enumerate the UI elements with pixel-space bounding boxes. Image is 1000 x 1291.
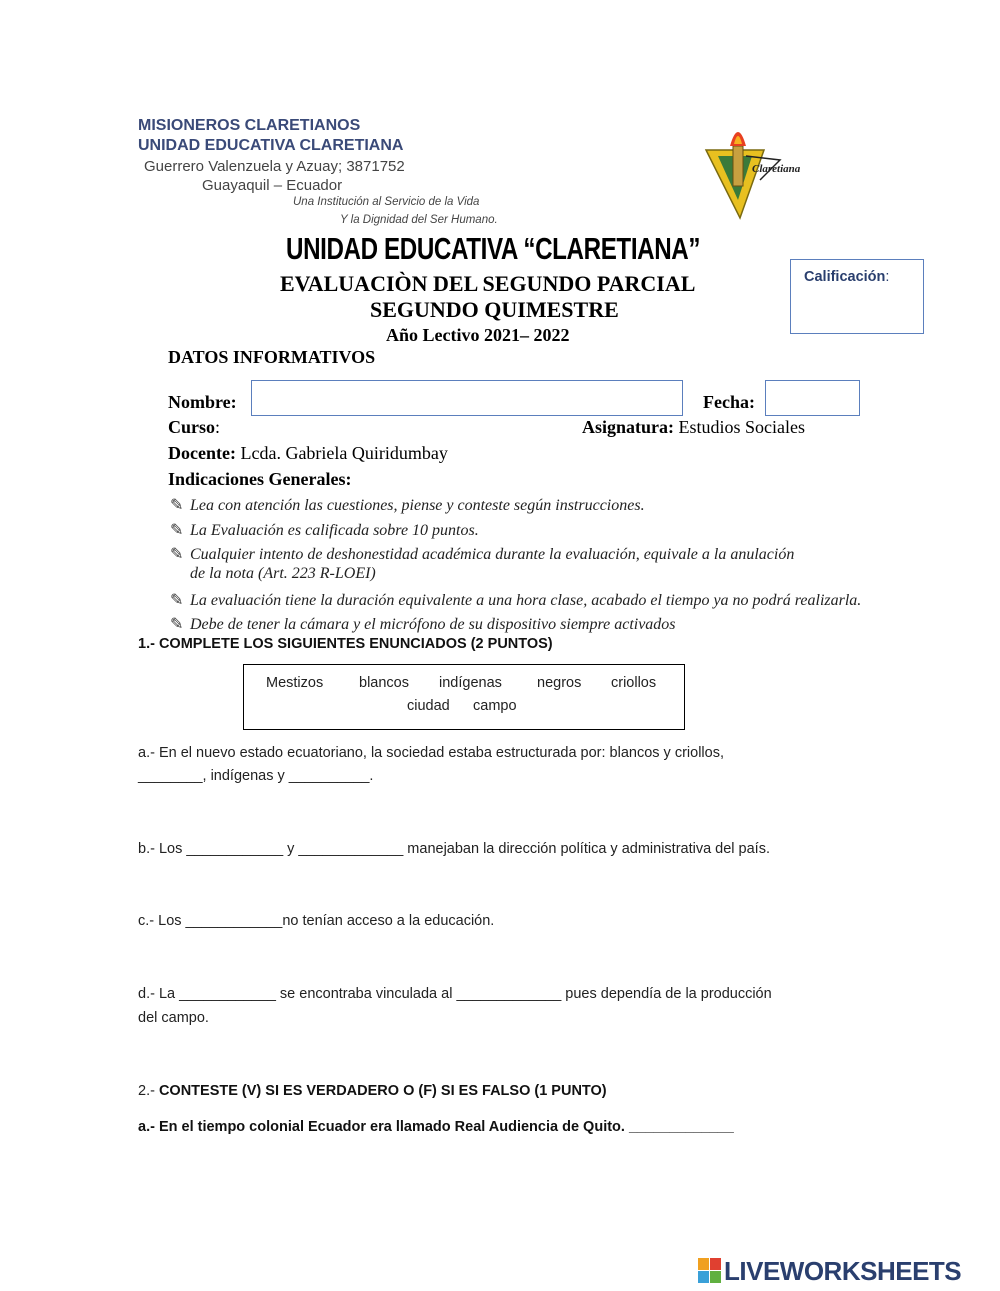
name-input[interactable] xyxy=(251,380,683,416)
question-2a: a.- En el tiempo colonial Ecuador era llamado Real Audiencia de Quito. _____________ xyxy=(138,1119,734,1135)
pencil-icon: ✎ xyxy=(170,497,184,514)
motto-line-2: Y la Dignidad del Ser Humano. xyxy=(340,214,498,226)
question-1c: c.- Los ____________no tenían acceso a la educación. xyxy=(138,913,495,929)
question-1a-line-1: a.- En el nuevo estado ecuatoriano, la sociedad estaba estructurada por: blancos y criollos, xyxy=(138,745,724,761)
word-bank-item: indígenas xyxy=(439,675,502,691)
torch-logo-icon xyxy=(700,120,810,220)
org-line-2: UNIDAD EDUCATIVA CLARETIANA xyxy=(138,137,404,154)
indication-item: ✎ La evaluación tiene la duración equivalente a una hora clase, acabado el tiempo ya no podrá realizarla. xyxy=(170,592,862,609)
indication-item-cont: de la nota (Art. 223 R-LOEI) xyxy=(190,565,376,582)
word-bank xyxy=(243,664,685,730)
brand-text: LIVEWORKSHEETS xyxy=(724,1256,962,1286)
address: Guerrero Valenzuela y Azuay; 3871752 xyxy=(144,158,405,175)
question-1b: b.- Los ____________ y _____________ manejaban la dirección política y administrativa del país. xyxy=(138,841,770,857)
indication-item: ✎ Cualquier intento de deshonestidad académica durante la evaluación, equivale a la anulación xyxy=(170,546,795,563)
indication-item: ✎ La Evaluación es calificada sobre 10 puntos. xyxy=(170,522,479,539)
grade-box[interactable] xyxy=(790,259,924,334)
school-logo xyxy=(700,120,810,220)
exam-title: EVALUACIÒN DEL SEGUNDO PARCIAL xyxy=(280,271,696,296)
word-bank-item: negros xyxy=(537,675,582,691)
liveworksheets-brand xyxy=(698,1256,998,1286)
pencil-icon: ✎ xyxy=(170,546,184,563)
pencil-icon: ✎ xyxy=(170,522,184,539)
name-label: Nombre: xyxy=(168,392,237,412)
pencil-icon: ✎ xyxy=(170,592,184,609)
section-2-title: CONTESTE (V) SI ES VERDADERO O (F) SI ES FALSO (1 PUNTO) xyxy=(158,1083,607,1099)
date-label: Fecha: xyxy=(703,392,755,412)
indication-item: ✎ Debe de tener la cámara y el micrófono de su dispositivo siempre activados xyxy=(170,616,676,633)
word-bank-item: campo xyxy=(473,698,517,714)
subject-value: Estudios Sociales xyxy=(678,417,806,437)
pencil-icon: ✎ xyxy=(170,616,184,633)
date-input[interactable] xyxy=(765,380,860,416)
grade-colon: : xyxy=(885,269,890,285)
word-bank-item: blancos xyxy=(359,675,409,691)
school-title: UNIDAD EDUCATIVA “CLARETIANA” xyxy=(286,231,701,266)
question-1d-line-1: d.- La ____________ se encontraba vinculada al _____________ pues dependía de la producción xyxy=(138,986,772,1002)
question-1d-line-2: del campo. xyxy=(138,1010,209,1026)
course-colon: : xyxy=(215,417,221,437)
city: Guayaquil – Ecuador xyxy=(202,177,343,194)
word-bank-item: ciudad xyxy=(407,698,450,714)
word-bank-item: criollos xyxy=(611,675,657,691)
motto-line-1: Una Institución al Servicio de la Vida xyxy=(293,196,480,208)
course-label: Curso xyxy=(168,417,216,437)
subject-label: Asignatura: xyxy=(582,417,675,437)
grade-label: Calificación xyxy=(804,269,886,285)
section-2-number: 2.- xyxy=(138,1083,159,1099)
indications-title: Indicaciones Generales: xyxy=(168,469,352,489)
svg-text:Claretiana: Claretiana xyxy=(752,163,801,175)
teacher-label: Docente: xyxy=(168,443,236,463)
liveworksheets-logo-icon xyxy=(698,1258,722,1283)
indication-item: ✎ Lea con atención las cuestiones, piense y conteste según instrucciones. xyxy=(170,497,645,514)
question-1a-line-2: ________, indígenas y __________. xyxy=(138,768,374,784)
word-bank-item: Mestizos xyxy=(266,675,324,691)
info-section-title: DATOS INFORMATIVOS xyxy=(168,347,376,367)
org-line-1: MISIONEROS CLARETIANOS xyxy=(138,117,361,134)
term-title: SEGUNDO QUIMESTRE xyxy=(370,297,619,322)
section-1-title: 1.- COMPLETE LOS SIGUIENTES ENUNCIADOS (2 PUNTOS) xyxy=(138,636,553,652)
school-year: Año Lectivo 2021– 2022 xyxy=(386,325,570,345)
teacher-value: Lcda. Gabriela Quiridumbay xyxy=(240,443,448,463)
